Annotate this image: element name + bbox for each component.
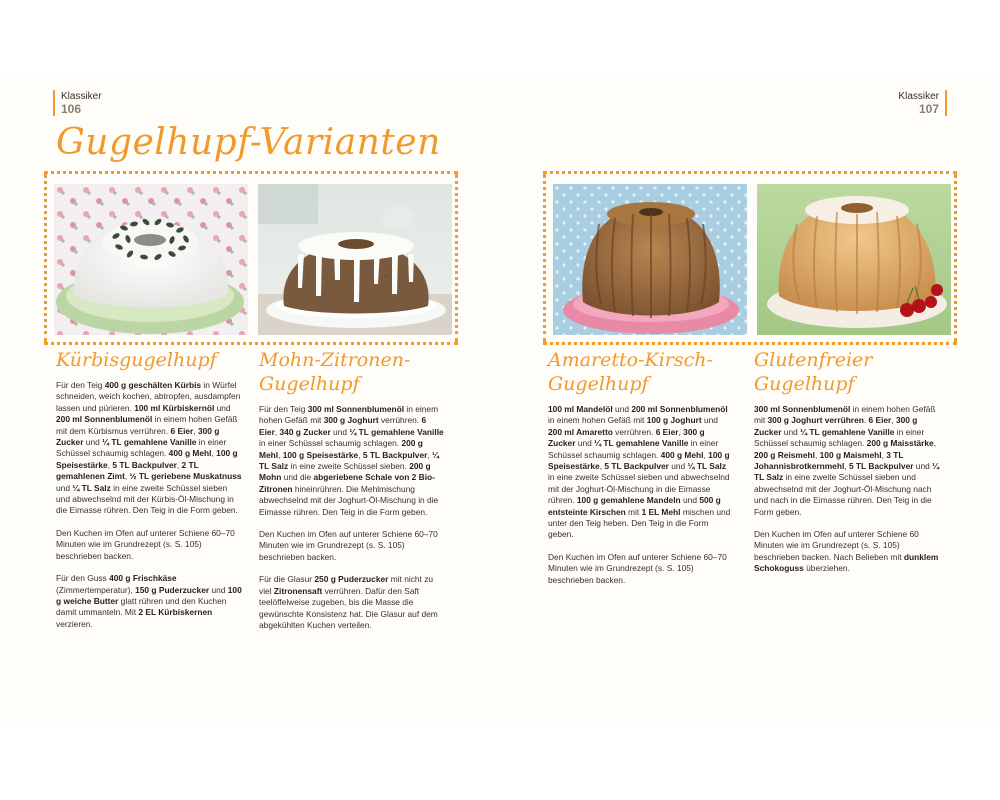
ingredient-text: ¼ TL Salz bbox=[754, 461, 940, 483]
page-106 bbox=[0, 78, 500, 722]
instruction-text: in einem hohen Gefäß mit bbox=[259, 404, 439, 426]
instruction-text: Den Kuchen im Ofen auf unterer Schiene 60 Minuten wie im Grundrezept (s. S. 105) beschrieben backen. Nach Belieben mit bbox=[754, 529, 919, 562]
book-spread bbox=[0, 78, 1000, 722]
page-header-right bbox=[898, 90, 947, 116]
ingredient-text: 300 g Joghurt bbox=[323, 415, 379, 426]
ingredient-text: 400 g Frischkäse bbox=[109, 573, 177, 584]
ingredient-text: 300 g Zucker bbox=[754, 415, 918, 437]
instruction-text: und die bbox=[281, 472, 314, 483]
instruction-text: verzieren. bbox=[56, 618, 93, 629]
instruction-text: und bbox=[913, 461, 933, 472]
recipe-paragraph bbox=[56, 573, 242, 630]
ingredient-text: 5 TL Backpulver bbox=[362, 449, 428, 460]
instruction-text: mischen und unter den Teig heben. Den Teig in die Form geben. bbox=[548, 506, 731, 540]
instruction-text: , bbox=[278, 449, 283, 460]
ingredient-text: 300 g Joghurt verrühren bbox=[767, 415, 864, 426]
photo-glutenfreier-gugelhupf bbox=[757, 184, 951, 335]
ingredient-text: 100 g Speisestärke bbox=[548, 449, 730, 472]
ingredient-text: 100 g Speisestärke bbox=[282, 449, 359, 460]
recipe-mohn-zitronen-gugelhupf bbox=[259, 348, 445, 642]
recipe-body bbox=[548, 404, 734, 586]
page-number: 106 bbox=[61, 102, 82, 116]
recipe-title: Kürbisgugelhupf bbox=[56, 349, 217, 371]
ingredient-text: 100 g Joghurt bbox=[646, 415, 702, 426]
photo-frame-left bbox=[44, 171, 458, 345]
instruction-text: Für die Glasur bbox=[259, 574, 315, 585]
photo-frame-right bbox=[543, 171, 957, 345]
ingredient-text: 200 g Mohn bbox=[259, 461, 431, 483]
instruction-text: , bbox=[881, 449, 887, 460]
recipe-paragraph bbox=[548, 404, 734, 541]
page-title: Gugelhupf-Varianten bbox=[56, 122, 441, 163]
ingredient-text: 6 Eier bbox=[868, 415, 892, 426]
recipe-paragraph bbox=[56, 528, 242, 562]
ingredient-text: 200 g Reismehl bbox=[754, 449, 815, 460]
instruction-text: (Zimmertemperatur), bbox=[56, 584, 136, 595]
instruction-text: in einer Schüssel schaumig schlagen. bbox=[259, 438, 402, 449]
instruction-text: in eine zweite Schüssel sieben und abwechselnd mit der Kürbis-Öl-Mischung in die Eimasse rühren. Den Teig in die Form geben. bbox=[56, 482, 238, 516]
recipe-paragraph bbox=[259, 529, 445, 563]
ingredient-text: dunklem Schokoguss bbox=[754, 551, 939, 574]
instruction-text: Den Kuchen im Ofen auf unterer Schiene 60–70 Minuten wie im Grundrezept (s. S. 105) beschrieben backen. bbox=[259, 529, 438, 562]
instruction-text: und bbox=[83, 437, 103, 448]
ingredient-text: 300 ml Sonnenblumenöl bbox=[754, 404, 851, 414]
instruction-text: und bbox=[612, 404, 632, 414]
instruction-text: in einer Schüssel schaumig schlagen. bbox=[56, 437, 227, 459]
instruction-text: verrühren. bbox=[378, 415, 422, 426]
instruction-text: mit bbox=[625, 506, 642, 517]
recipe-paragraph bbox=[56, 380, 242, 517]
instruction-text: und bbox=[330, 426, 350, 437]
ingredient-text: 400 g Mehl bbox=[660, 449, 704, 460]
ingredient-text: ¼ TL gemahlene Vanille bbox=[349, 426, 444, 437]
page-header-left bbox=[53, 90, 102, 116]
instruction-text: und bbox=[575, 438, 595, 449]
instruction-text: in eine zweite Schüssel sieben und abwechselnd mit der Joghurt-Öl-Mischung nach und nach in die Eimasse rühren. Den Teig in die Form geben. bbox=[754, 472, 932, 517]
recipe-paragraph bbox=[754, 529, 940, 575]
instruction-text: , bbox=[703, 449, 709, 460]
instruction-text: mit nicht zu viel bbox=[259, 574, 434, 596]
ingredient-text: 300 g Zucker bbox=[56, 425, 220, 448]
ingredient-text: 100 ml Mandelöl bbox=[548, 404, 613, 414]
instruction-text: . bbox=[863, 415, 869, 426]
ingredient-text: Zitronensaft bbox=[273, 585, 323, 596]
recipe-paragraph bbox=[259, 404, 445, 518]
section-label: Klassiker bbox=[61, 91, 102, 102]
ingredient-text: 6 Eier bbox=[259, 415, 427, 437]
recipe-title: Amaretto-Kirsch-Gugelhupf bbox=[548, 349, 713, 395]
instruction-text: Für den Teig bbox=[259, 404, 308, 414]
ingredient-text: 1 EL Mehl bbox=[641, 506, 681, 517]
ingredient-text: 100 g weiche Butter bbox=[56, 584, 242, 606]
ingredient-text: ¼ TL Salz bbox=[72, 482, 111, 493]
recipe-paragraph bbox=[754, 404, 940, 518]
instruction-text: , bbox=[678, 426, 684, 437]
page-107 bbox=[500, 78, 1000, 722]
ingredient-text: 200 ml Amaretto bbox=[548, 426, 613, 437]
ingredient-text: 200 ml Sonnenblumenöl bbox=[631, 404, 728, 414]
instruction-text: überziehen. bbox=[803, 563, 850, 574]
ingredient-text: 300 ml Sonnenblumenöl bbox=[307, 404, 405, 414]
ingredient-text: 500 g entsteinte Kirschen bbox=[548, 495, 721, 517]
instruction-text: , bbox=[274, 426, 280, 437]
ingredient-text: 400 g geschälten Kürbis bbox=[104, 380, 202, 390]
instruction-text: , bbox=[814, 449, 820, 460]
recipe-title: Mohn-Zitronen-Gugelhupf bbox=[259, 349, 411, 395]
ingredient-text: ¼ TL gemahlene Vanille bbox=[800, 426, 895, 437]
instruction-text: Den Kuchen im Ofen auf unterer Schiene 60–70 Minuten wie im Grundrezept (s. S. 105) beschrieben backen. bbox=[548, 551, 727, 585]
instruction-text: verrühren. Dafür den Saft teelöffelweise zugeben, bis die Masse die gewünschte Konsistenz hat. Die Glasur auf dem abgekühlten Kuchen verteilen. bbox=[259, 585, 438, 630]
ingredient-text: 6 Eier bbox=[170, 425, 194, 436]
instruction-text: Für den Guss bbox=[56, 573, 110, 584]
instruction-text: und bbox=[781, 426, 801, 437]
instruction-text: , bbox=[844, 461, 849, 472]
recipe-kuerbisgugelhupf bbox=[56, 348, 242, 641]
instruction-text: verrühren. bbox=[612, 426, 656, 437]
ingredient-text: 3 TL Johannisbrotkernmehl bbox=[754, 449, 904, 472]
recipe-body bbox=[754, 404, 940, 575]
ingredient-text: abgeriebene Schale von 2 Bio-Zitronen bbox=[259, 472, 435, 494]
recipe-body bbox=[259, 404, 445, 631]
instruction-text: und bbox=[701, 415, 718, 426]
ingredient-text: 200 ml Sonnenblumenöl bbox=[56, 414, 153, 425]
instruction-text: , bbox=[211, 448, 217, 459]
ingredient-text: 400 g Mehl bbox=[168, 448, 212, 459]
ingredient-text: 100 ml Kürbiskernöl bbox=[134, 402, 215, 413]
instruction-text: , bbox=[933, 438, 937, 449]
recipe-title: Glutenfreier Gugelhupf bbox=[754, 349, 873, 395]
ingredient-text: 340 g Zucker bbox=[279, 426, 331, 437]
ingredient-text: 6 Eier bbox=[655, 426, 679, 437]
instruction-text: und bbox=[214, 402, 231, 413]
instruction-text: , bbox=[358, 449, 363, 460]
recipe-body bbox=[56, 380, 242, 630]
photo-amaretto-kirsch-gugelhupf bbox=[553, 184, 747, 335]
ingredient-text: 300 g Zucker bbox=[548, 426, 705, 449]
instruction-text: , bbox=[107, 459, 113, 470]
instruction-text: in einem hohen Gefäß mit dem Kürbismus verrühren. bbox=[56, 414, 238, 436]
instruction-text: , bbox=[427, 449, 433, 460]
ingredient-text: 5 TL Backpulver bbox=[848, 461, 914, 472]
photo-kuerbisgugelhupf bbox=[54, 184, 248, 335]
ingredient-text: 250 g Puderzucker bbox=[314, 574, 389, 585]
ingredient-text: ¼ TL gemahlene Vanille bbox=[594, 438, 689, 449]
section-label: Klassiker bbox=[898, 91, 939, 102]
instruction-text: in Würfel schneiden, weich kochen, abtropfen, ausdampfen lassen und pürieren. bbox=[56, 380, 241, 413]
instruction-text: in eine zweite Schüssel sieben. bbox=[288, 461, 410, 472]
ingredient-text: 200 g Mehl bbox=[259, 438, 423, 460]
instruction-text: in einem hohen Gefäß mit bbox=[548, 415, 647, 426]
instruction-text: und bbox=[209, 584, 228, 595]
ingredient-text: 100 g Maismehl bbox=[819, 449, 882, 460]
ingredient-text: 150 g Puderzucker bbox=[135, 584, 210, 595]
instruction-text: glatt rühren und den Kuchen damit ummanteln. Mit bbox=[56, 595, 227, 618]
ingredient-text: 2 EL Kürbiskernen bbox=[138, 607, 213, 618]
page-number: 107 bbox=[918, 102, 939, 116]
instruction-text: , bbox=[891, 415, 896, 426]
photo-mohn-zitronen-gugelhupf bbox=[258, 184, 452, 335]
instruction-text: , bbox=[176, 459, 182, 470]
ingredient-text: 2 TL gemahlenen Zimt bbox=[56, 459, 199, 482]
ingredient-text: 200 g Maisstärke bbox=[866, 438, 934, 449]
ingredient-text: 100 g Speisestärke bbox=[56, 448, 238, 470]
ingredient-text: ¼ TL Salz bbox=[687, 461, 727, 472]
recipe-paragraph bbox=[259, 574, 445, 631]
instruction-text: , bbox=[124, 471, 130, 482]
instruction-text: in einer Schüssel schaumig schlagen. bbox=[754, 426, 925, 449]
instruction-text: hineinrühren. Die Mehlmischung abwechselnd mit der Joghurt-Öl-Mischung in die Eimasse rühren. Den Teig in die Form geben. bbox=[259, 483, 439, 517]
instruction-text: in einer Schüssel schaumig schlagen. bbox=[548, 438, 719, 460]
instruction-text: in eine zweite Schüssel sieben und abwechselnd mit der Joghurt-Öl-Mischung in die Eimasse rühren. bbox=[548, 472, 730, 506]
instruction-text: und bbox=[668, 461, 688, 472]
ingredient-text: ½ TL geriebene Muskatnuss bbox=[129, 471, 242, 482]
ingredient-text: 100 g gemahlene Mandeln bbox=[576, 495, 681, 506]
instruction-text: Für den Teig bbox=[56, 380, 105, 390]
instruction-text: , bbox=[193, 425, 198, 436]
instruction-text: in einem hohen Gefäß mit bbox=[754, 404, 936, 426]
recipe-paragraph bbox=[548, 552, 734, 586]
recipe-amaretto-kirsch-gugelhupf bbox=[548, 348, 734, 597]
instruction-text: , bbox=[599, 461, 605, 472]
recipe-glutenfreier-gugelhupf bbox=[754, 348, 940, 586]
instruction-text: Den Kuchen im Ofen auf unterer Schiene 60–70 Minuten wie im Grundrezept (s. S. 105) beschrieben backen. bbox=[56, 527, 235, 561]
instruction-text: und bbox=[56, 482, 73, 493]
ingredient-text: ¼ TL Salz bbox=[259, 449, 440, 472]
instruction-text: und bbox=[680, 495, 700, 506]
ingredient-text: ¼ TL gemahlene Vanille bbox=[102, 437, 197, 448]
ingredient-text: 5 TL Backpulver bbox=[112, 459, 177, 470]
ingredient-text: 5 TL Backpulver bbox=[604, 461, 669, 472]
